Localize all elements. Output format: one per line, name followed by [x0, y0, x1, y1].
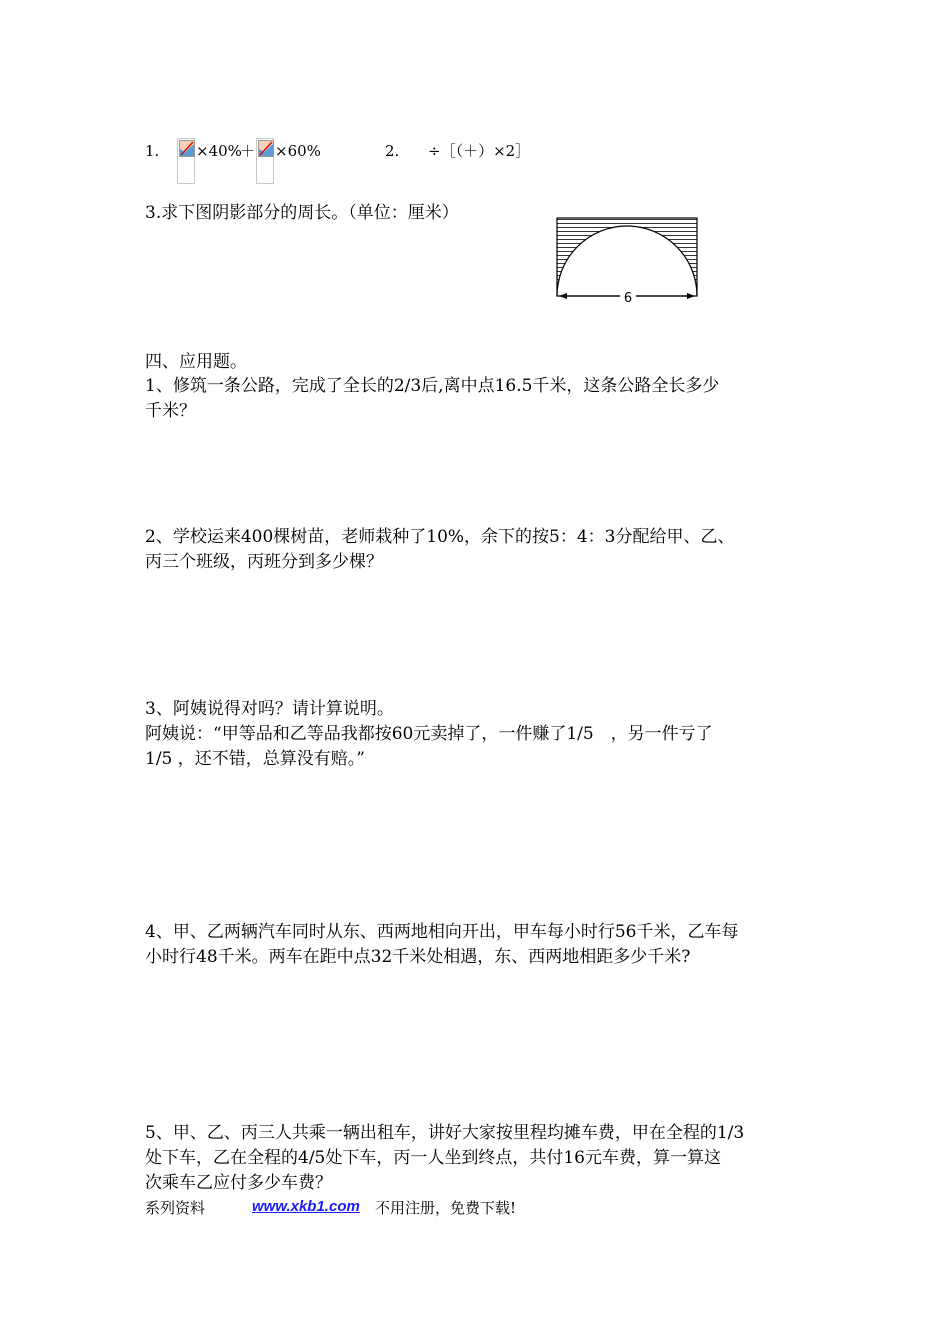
problem-5 [145, 1121, 825, 1196]
problem-1 [145, 374, 825, 424]
question-2-expression: ÷［（＋）×2］ [428, 142, 531, 160]
problem-line: 3、阿姨说得对吗？请计算说明。 [145, 699, 394, 719]
shaded-semicircle-figure [550, 215, 705, 307]
section-title: 四、应用题。 [145, 352, 247, 372]
image-placeholder-icon [179, 140, 195, 157]
problem-line: 4、甲、乙两辆汽车同时从东、西两地相向开出，甲车每小时行56千米，乙车每 [145, 922, 739, 942]
problem-line: 千米？ [145, 401, 196, 421]
plus-sign: ＋ [240, 142, 256, 160]
problem-2 [145, 525, 825, 575]
problem-4 [145, 920, 825, 970]
question-3-text: 3.求下图阴影部分的周长。（单位：厘米） [145, 203, 459, 223]
problem-line: 1/5 ，还不错，总算没有赔。” [145, 749, 365, 769]
broken-image-icon [177, 138, 195, 184]
problem-line: 处下车，乙在全程的4/5处下车，丙一人坐到终点，共付16元车费，算一算这 [145, 1148, 721, 1168]
figure-dimension-label: 6 [623, 291, 633, 306]
question-1-number: 1. [145, 142, 160, 160]
question-1-term-1: ×40% [196, 142, 242, 160]
footer-right-text: 不用注册，免费下载! [375, 1199, 517, 1217]
problem-line: 次乘车乙应付多少车费？ [145, 1173, 332, 1193]
problem-line: 2、学校运来400棵树苗，老师栽种了10%，余下的按5：4：3分配给甲、乙、 [145, 527, 735, 547]
question-1-term-2: ×60% [275, 142, 321, 160]
footer-left-text: 系列资料 [145, 1199, 206, 1217]
footer-site-link[interactable]: www.xkb1.com [252, 1198, 360, 1215]
question-2-number: 2. [385, 142, 400, 160]
image-placeholder-icon [258, 140, 274, 157]
problem-line: 丙三个班级，丙班分到多少棵？ [145, 552, 383, 572]
problem-line: 阿姨说：“甲等品和乙等品我都按60元卖掉了，一件赚了1/5 ，另一件亏了 [145, 724, 713, 744]
problem-line: 5、甲、乙、丙三人共乘一辆出租车，讲好大家按里程均摊车费，甲在全程的1/3 [145, 1123, 745, 1143]
problem-3 [145, 697, 825, 772]
problem-line: 1、修筑一条公路，完成了全长的2/3后,离中点16.5千米，这条公路全长多少 [145, 376, 720, 396]
broken-image-icon [256, 138, 274, 184]
problem-line: 小时行48千米。两车在距中点32千米处相遇，东、西两地相距多少千米? [145, 947, 691, 967]
